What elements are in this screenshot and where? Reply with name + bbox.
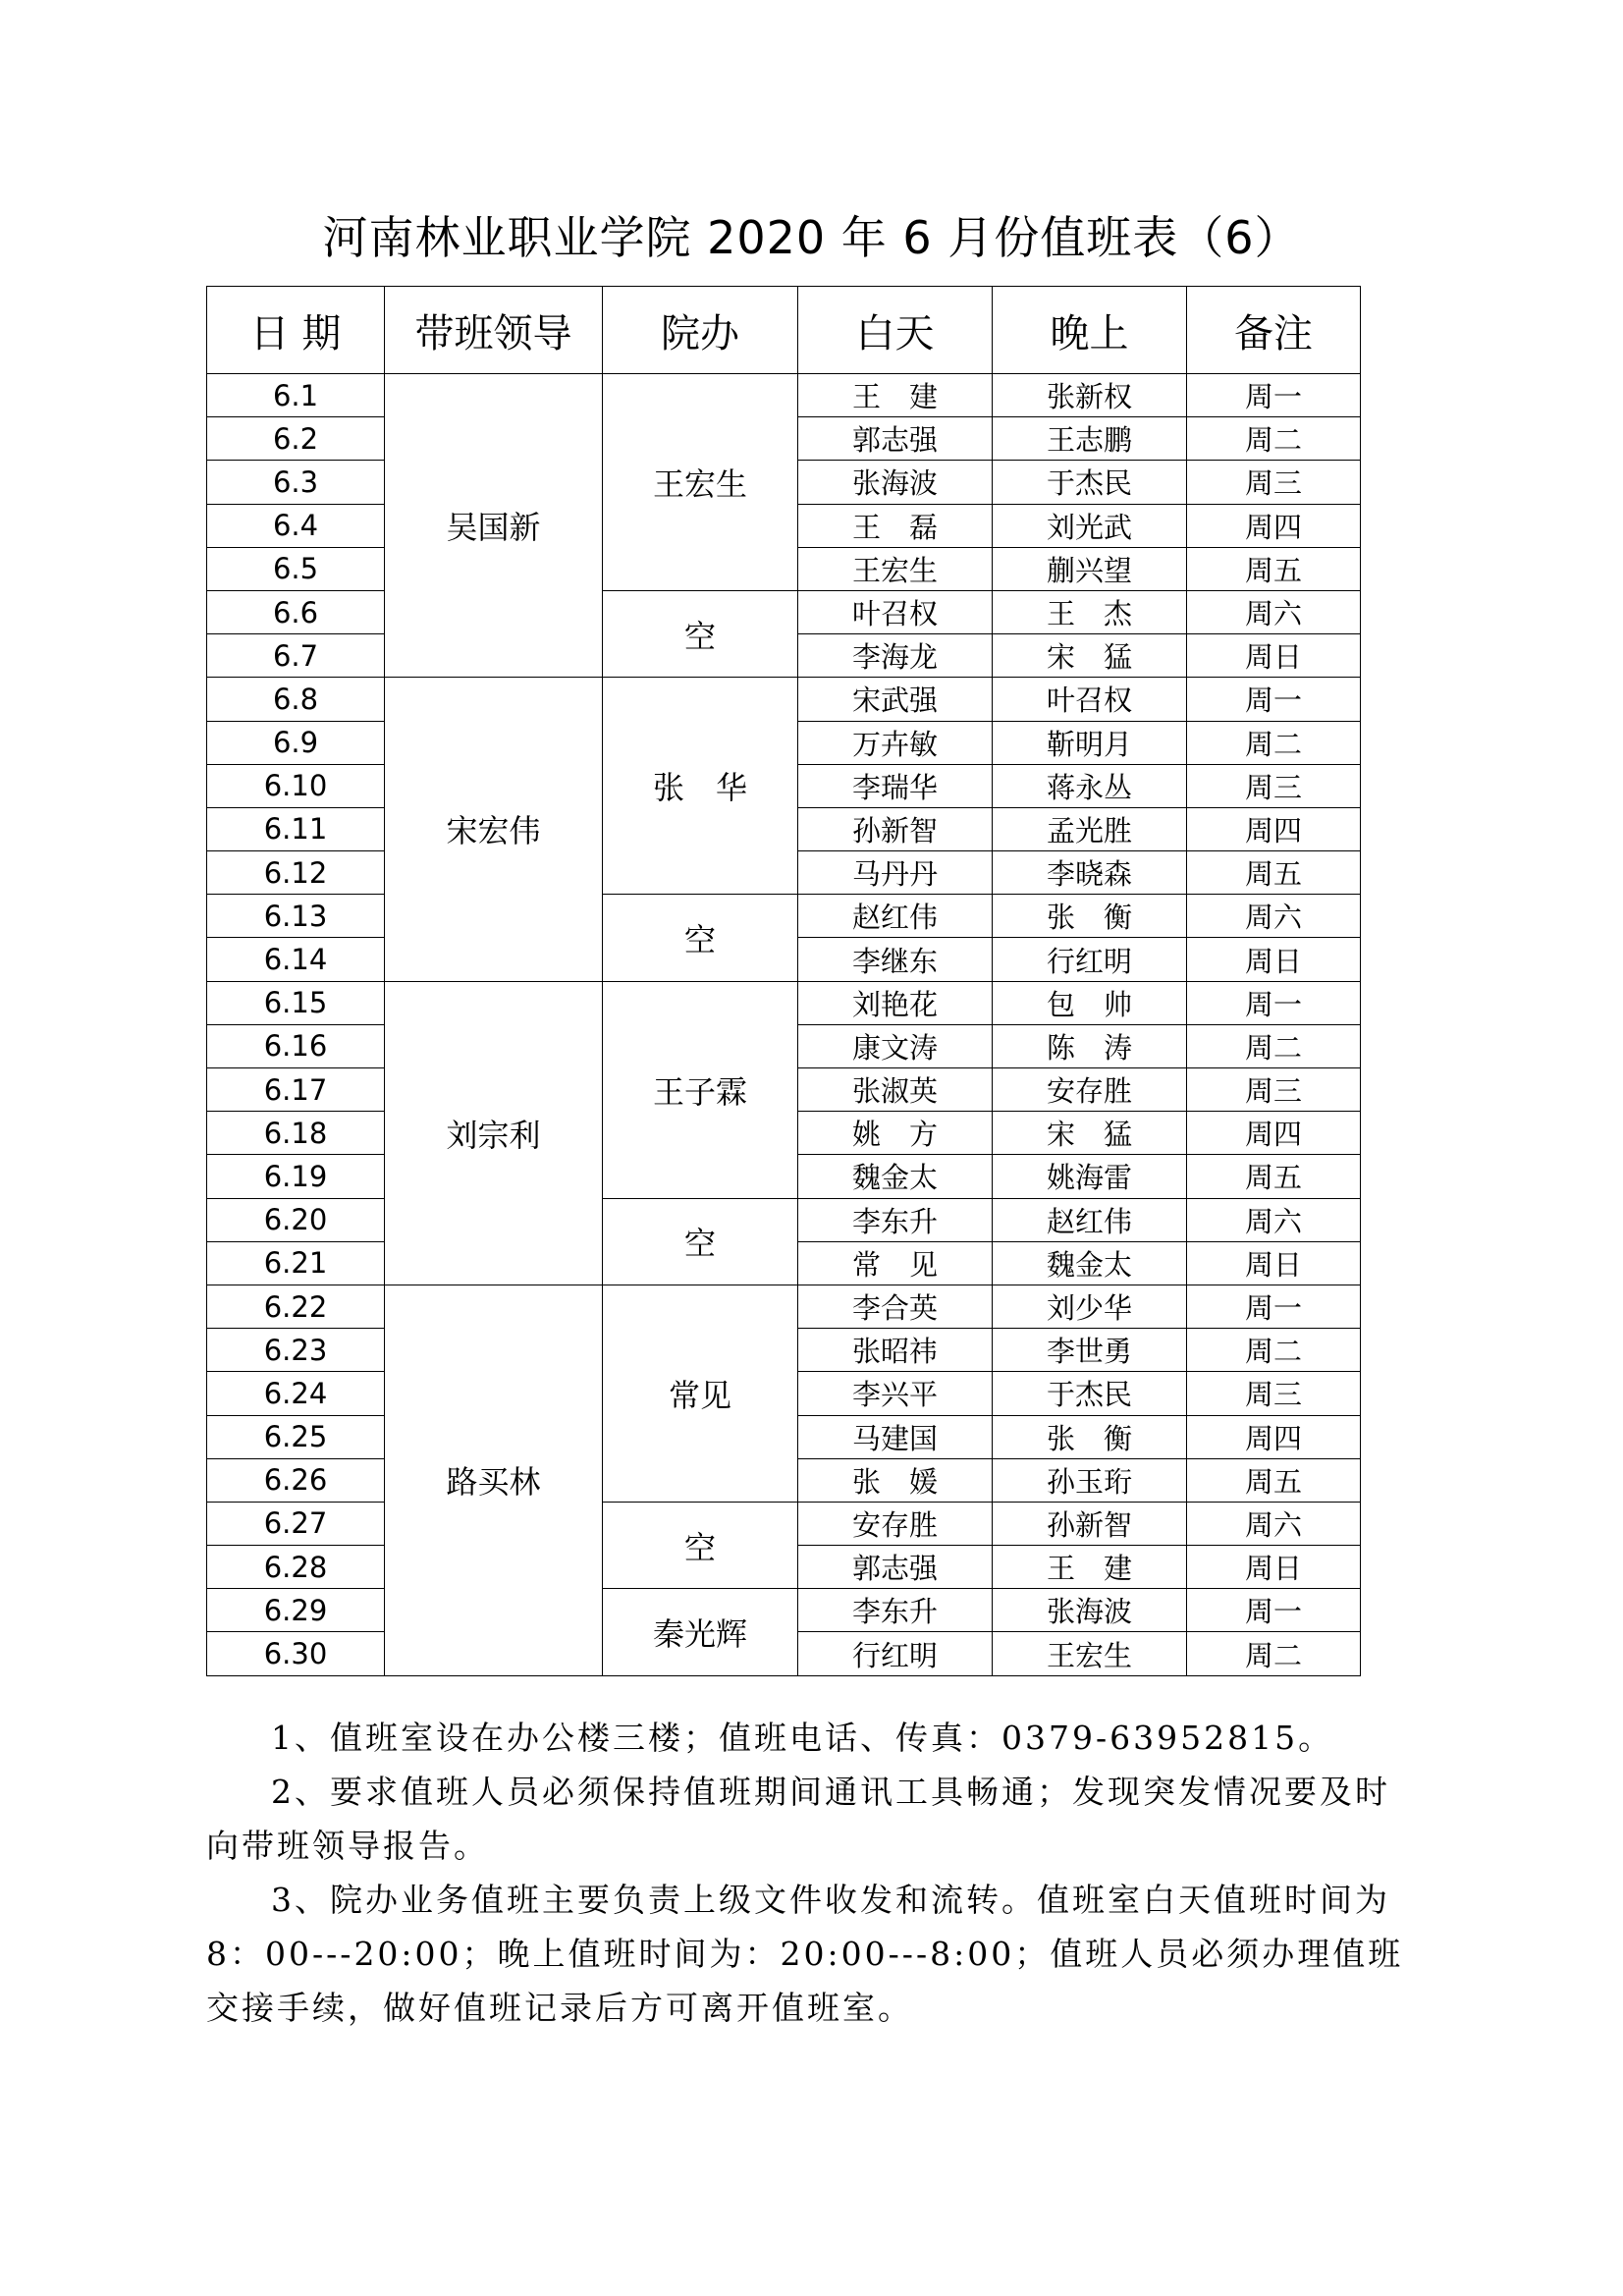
daytime-duty-cell: 李兴平 <box>798 1372 993 1415</box>
header-note: 备注 <box>1187 287 1361 374</box>
header-row <box>207 287 1361 374</box>
office-cell: 空 <box>603 590 798 677</box>
document-title: 河南林业职业学院 2020 年 6 月份值班表（6） <box>322 211 1301 264</box>
notes-section <box>206 1711 1424 2035</box>
date-cell: 6.2 <box>207 417 385 461</box>
daytime-duty-cell: 王 建 <box>798 374 993 417</box>
weekday-note-cell: 周日 <box>1187 1241 1361 1285</box>
office-cell: 常见 <box>603 1285 798 1502</box>
note-paragraph: 2、要求值班人员必须保持值班期间通讯工具畅通；发现突发情况要及时向带班领导报告。 <box>206 1773 1390 1865</box>
daytime-duty-cell: 孙新智 <box>798 807 993 850</box>
night-duty-cell: 张 衡 <box>993 1415 1187 1458</box>
night-duty-cell: 王志鹏 <box>993 417 1187 461</box>
night-duty-cell: 宋 猛 <box>993 634 1187 678</box>
office-cell: 空 <box>603 1198 798 1285</box>
weekday-note-cell: 周四 <box>1187 807 1361 850</box>
weekday-note-cell: 周一 <box>1187 1285 1361 1328</box>
date-cell: 6.24 <box>207 1372 385 1415</box>
weekday-note-cell: 周三 <box>1187 764 1361 807</box>
office-cell: 空 <box>603 1502 798 1588</box>
night-duty-cell: 魏金太 <box>993 1241 1187 1285</box>
daytime-duty-cell: 李东升 <box>798 1198 993 1241</box>
weekday-note-cell: 周二 <box>1187 1632 1361 1675</box>
table-row <box>207 1198 1361 1241</box>
date-cell: 6.22 <box>207 1285 385 1328</box>
date-cell: 6.8 <box>207 678 385 721</box>
daytime-duty-cell: 李瑞华 <box>798 764 993 807</box>
daytime-duty-cell: 李合英 <box>798 1285 993 1328</box>
weekday-note-cell: 周三 <box>1187 1068 1361 1112</box>
table-row <box>207 678 1361 721</box>
night-duty-cell: 孙玉珩 <box>993 1458 1187 1502</box>
night-duty-cell: 蒋永丛 <box>993 764 1187 807</box>
duty-schedule-table <box>206 286 1361 1676</box>
daytime-duty-cell: 魏金太 <box>798 1155 993 1198</box>
weekday-note-cell: 周六 <box>1187 1198 1361 1241</box>
weekday-note-cell: 周二 <box>1187 1024 1361 1067</box>
header-night: 晚上 <box>993 287 1187 374</box>
office-cell: 张 华 <box>603 678 798 895</box>
date-cell: 6.6 <box>207 590 385 633</box>
weekday-note-cell: 周一 <box>1187 678 1361 721</box>
daytime-duty-cell: 宋武强 <box>798 678 993 721</box>
date-cell: 6.30 <box>207 1632 385 1675</box>
daytime-duty-cell: 马建国 <box>798 1415 993 1458</box>
daytime-duty-cell: 常 见 <box>798 1241 993 1285</box>
table-row <box>207 895 1361 938</box>
night-duty-cell: 行红明 <box>993 938 1187 981</box>
header-date: 日 期 <box>207 287 385 374</box>
night-duty-cell: 于杰民 <box>993 461 1187 504</box>
weekday-note-cell: 周五 <box>1187 1458 1361 1502</box>
weekday-note-cell: 周六 <box>1187 590 1361 633</box>
note-paragraph: 3、院办业务值班主要负责上级文件收发和流转。值班室白天值班时间为 8：00---20:00；晚上值班时间为：20:00---8:00；值班人员必须办理值班交接手续，做好值班记录后方可离开值班室。 <box>206 1881 1404 2027</box>
duty-table-body <box>207 374 1361 1676</box>
date-cell: 6.10 <box>207 764 385 807</box>
daytime-duty-cell: 行红明 <box>798 1632 993 1675</box>
night-duty-cell: 赵红伟 <box>993 1198 1187 1241</box>
header-leader: 带班领导 <box>385 287 603 374</box>
weekday-note-cell: 周四 <box>1187 1415 1361 1458</box>
weekday-note-cell: 周四 <box>1187 1112 1361 1155</box>
night-duty-cell: 靳明月 <box>993 721 1187 764</box>
daytime-duty-cell: 康文涛 <box>798 1024 993 1067</box>
daytime-duty-cell: 李东升 <box>798 1589 993 1632</box>
office-cell: 空 <box>603 895 798 981</box>
night-duty-cell: 孙新智 <box>993 1502 1187 1545</box>
night-duty-cell: 李晓森 <box>993 851 1187 895</box>
header-daytime: 白天 <box>798 287 993 374</box>
daytime-duty-cell: 张昭祎 <box>798 1329 993 1372</box>
daytime-duty-cell: 李继东 <box>798 938 993 981</box>
daytime-duty-cell: 叶召权 <box>798 590 993 633</box>
weekday-note-cell: 周一 <box>1187 1589 1361 1632</box>
date-cell: 6.29 <box>207 1589 385 1632</box>
date-cell: 6.15 <box>207 981 385 1024</box>
header-office: 院办 <box>603 287 798 374</box>
date-cell: 6.4 <box>207 504 385 547</box>
date-cell: 6.7 <box>207 634 385 678</box>
weekday-note-cell: 周日 <box>1187 634 1361 678</box>
daytime-duty-cell: 万卉敏 <box>798 721 993 764</box>
weekday-note-cell: 周二 <box>1187 1329 1361 1372</box>
office-cell: 王子霖 <box>603 981 798 1198</box>
night-duty-cell: 刘光武 <box>993 504 1187 547</box>
night-duty-cell: 包 帅 <box>993 981 1187 1024</box>
weekday-note-cell: 周日 <box>1187 1546 1361 1589</box>
daytime-duty-cell: 张淑英 <box>798 1068 993 1112</box>
date-cell: 6.1 <box>207 374 385 417</box>
weekday-note-cell: 周五 <box>1187 1155 1361 1198</box>
night-duty-cell: 叶召权 <box>993 678 1187 721</box>
date-cell: 6.12 <box>207 851 385 895</box>
night-duty-cell: 张海波 <box>993 1589 1187 1632</box>
date-cell: 6.25 <box>207 1415 385 1458</box>
note-paragraph: 1、值班室设在办公楼三楼；值班电话、传真：0379-63952815。 <box>271 1719 1334 1757</box>
date-cell: 6.28 <box>207 1546 385 1589</box>
date-cell: 6.26 <box>207 1458 385 1502</box>
weekday-note-cell: 周一 <box>1187 374 1361 417</box>
date-cell: 6.23 <box>207 1329 385 1372</box>
night-duty-cell: 张新权 <box>993 374 1187 417</box>
night-duty-cell: 宋 猛 <box>993 1112 1187 1155</box>
weekday-note-cell: 周六 <box>1187 895 1361 938</box>
daytime-duty-cell: 王宏生 <box>798 547 993 590</box>
daytime-duty-cell: 张海波 <box>798 461 993 504</box>
weekday-note-cell: 周五 <box>1187 851 1361 895</box>
date-cell: 6.19 <box>207 1155 385 1198</box>
weekday-note-cell: 周一 <box>1187 981 1361 1024</box>
night-duty-cell: 陈 涛 <box>993 1024 1187 1067</box>
daytime-duty-cell: 王 磊 <box>798 504 993 547</box>
daytime-duty-cell: 姚 方 <box>798 1112 993 1155</box>
weekday-note-cell: 周四 <box>1187 504 1361 547</box>
daytime-duty-cell: 赵红伟 <box>798 895 993 938</box>
daytime-duty-cell: 郭志强 <box>798 417 993 461</box>
date-cell: 6.20 <box>207 1198 385 1241</box>
weekday-note-cell: 周二 <box>1187 721 1361 764</box>
table-row <box>207 590 1361 633</box>
table-row <box>207 1502 1361 1545</box>
daytime-duty-cell: 安存胜 <box>798 1502 993 1545</box>
date-cell: 6.9 <box>207 721 385 764</box>
date-cell: 6.21 <box>207 1241 385 1285</box>
office-cell: 王宏生 <box>603 374 798 591</box>
daytime-duty-cell: 李海龙 <box>798 634 993 678</box>
table-row <box>207 374 1361 417</box>
weekday-note-cell: 周三 <box>1187 1372 1361 1415</box>
daytime-duty-cell: 马丹丹 <box>798 851 993 895</box>
date-cell: 6.18 <box>207 1112 385 1155</box>
weekday-note-cell: 周六 <box>1187 1502 1361 1545</box>
weekday-note-cell: 周日 <box>1187 938 1361 981</box>
night-duty-cell: 蒯兴望 <box>993 547 1187 590</box>
night-duty-cell: 姚海雷 <box>993 1155 1187 1198</box>
table-row <box>207 1285 1361 1328</box>
weekday-note-cell: 周五 <box>1187 547 1361 590</box>
date-cell: 6.13 <box>207 895 385 938</box>
night-duty-cell: 王 建 <box>993 1546 1187 1589</box>
daytime-duty-cell: 郭志强 <box>798 1546 993 1589</box>
leader-cell: 宋宏伟 <box>385 678 603 981</box>
date-cell: 6.14 <box>207 938 385 981</box>
night-duty-cell: 王 杰 <box>993 590 1187 633</box>
leader-cell: 刘宗利 <box>385 981 603 1285</box>
night-duty-cell: 孟光胜 <box>993 807 1187 850</box>
date-cell: 6.5 <box>207 547 385 590</box>
leader-cell: 吴国新 <box>385 374 603 678</box>
night-duty-cell: 李世勇 <box>993 1329 1187 1372</box>
date-cell: 6.11 <box>207 807 385 850</box>
office-cell: 秦光辉 <box>603 1589 798 1675</box>
table-row <box>207 1589 1361 1632</box>
night-duty-cell: 刘少华 <box>993 1285 1187 1328</box>
daytime-duty-cell: 刘艳花 <box>798 981 993 1024</box>
night-duty-cell: 王宏生 <box>993 1632 1187 1675</box>
night-duty-cell: 安存胜 <box>993 1068 1187 1112</box>
date-cell: 6.27 <box>207 1502 385 1545</box>
table-row <box>207 981 1361 1024</box>
daytime-duty-cell: 张 媛 <box>798 1458 993 1502</box>
date-cell: 6.3 <box>207 461 385 504</box>
night-duty-cell: 于杰民 <box>993 1372 1187 1415</box>
weekday-note-cell: 周三 <box>1187 461 1361 504</box>
date-cell: 6.17 <box>207 1068 385 1112</box>
leader-cell: 路买林 <box>385 1285 603 1675</box>
date-cell: 6.16 <box>207 1024 385 1067</box>
night-duty-cell: 张 衡 <box>993 895 1187 938</box>
weekday-note-cell: 周二 <box>1187 417 1361 461</box>
